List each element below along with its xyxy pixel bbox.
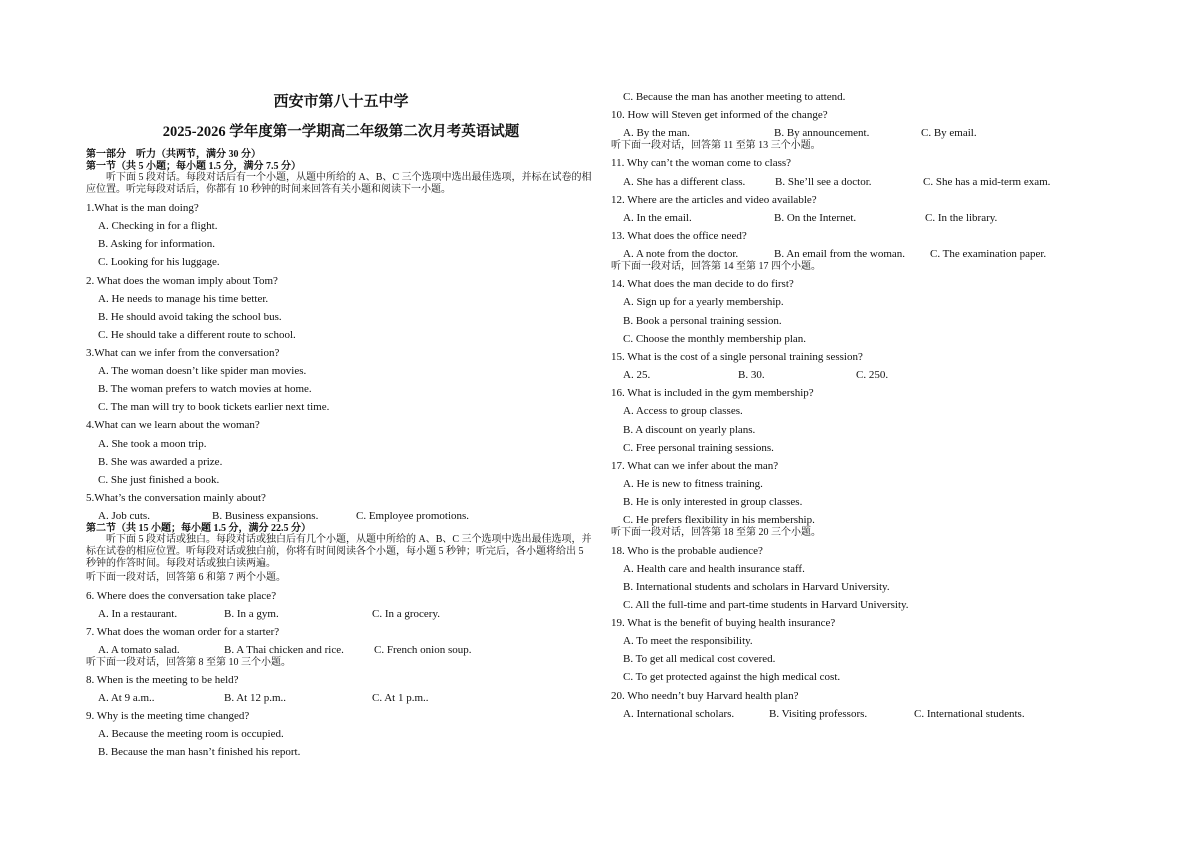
option-a: A. Job cuts. [98, 510, 150, 522]
option-b: B. He is only interested in group classes. [623, 496, 803, 508]
option-c: C. She just finished a book. [98, 474, 220, 486]
option-b: B. 30. [738, 369, 765, 381]
option-b: B. In a gym. [224, 608, 279, 620]
option-a: A. She has a different class. [623, 176, 746, 188]
option-c: C. By email. [921, 127, 977, 139]
option-b: B. International students and scholars in Harvard University. [623, 581, 890, 593]
question-stem: 13. What does the office need? [611, 230, 747, 242]
options-row [98, 643, 471, 657]
instruction-note: 听下面一段对话，回答第 8 至第 10 三个小题。 [86, 657, 291, 668]
option-a: A. To meet the responsibility. [623, 635, 753, 647]
question-stem: 8. When is the meeting to be held? [86, 674, 239, 686]
option-b: B. By announcement. [774, 127, 870, 139]
section2-heading: 第二节（共 15 小题；每小题 1.5 分，满分 22.5 分） [86, 523, 311, 534]
instruction-note: 听下面一段对话，回答第 6 和第 7 两个小题。 [86, 572, 286, 583]
option-c: C. Free personal training sessions. [623, 442, 774, 454]
question-stem: 12. Where are the articles and video available? [611, 194, 817, 206]
options-row [623, 211, 997, 225]
option-c: C. To get protected against the high medical cost. [623, 671, 841, 683]
option-a: A. A tomato salad. [98, 644, 180, 656]
option-b: B. She’ll see a doctor. [775, 176, 872, 188]
option-a: A. By the man. [623, 127, 690, 139]
options-row [623, 707, 1025, 721]
options-row [98, 691, 429, 705]
option-b: B. Because the man hasn’t finished his report. [98, 746, 301, 758]
option-c: C. Looking for his luggage. [98, 256, 220, 268]
option-a: A. A note from the doctor. [623, 248, 739, 260]
option-c: C. He should take a different route to school. [98, 329, 296, 341]
option-c: C. At 1 p.m.. [372, 692, 429, 704]
question-stem: 4.What can we learn about the woman? [86, 419, 260, 431]
option-a: A. The woman doesn’t like spider man movies. [98, 365, 307, 377]
instruction-note: 听下面一段对话，回答第 11 至第 13 三个小题。 [611, 140, 821, 151]
option-a: A. Because the meeting room is occupied. [98, 728, 284, 740]
question-stem: 16. What is included in the gym membership? [611, 387, 814, 399]
option-b: B. To get all medical cost covered. [623, 653, 776, 665]
options-row [623, 175, 1050, 189]
option-a: A. International scholars. [623, 708, 735, 720]
option-c: C. In the library. [925, 212, 998, 224]
school-name: 西安市第八十五中学 [273, 94, 409, 110]
option-b: B. Business expansions. [212, 510, 319, 522]
question-stem: 18. Who is the probable audience? [611, 545, 763, 557]
question-stem: 20. Who needn’t buy Harvard health plan? [611, 690, 799, 702]
option-b: B. Book a personal training session. [623, 315, 782, 327]
option-a: A. At 9 a.m.. [98, 692, 155, 704]
options-row [98, 509, 469, 523]
option-c: C. He prefers flexibility in his membership. [623, 514, 815, 526]
section1-instructions: 听下面 5 段对话。每段对话后有一个小题，从题中所给的 A、B、C 三个选项中选出最佳选项，并标在试卷的相应位置。听完每段对话后，你都有 10 秒钟的时间来回答有关小题和阅读下一小题。 [86, 172, 592, 195]
options-row [623, 368, 888, 382]
option-b: B. The woman prefers to watch movies at home. [98, 383, 312, 395]
option-c: C. The examination paper. [930, 248, 1047, 260]
option-b: B. She was awarded a prize. [98, 456, 223, 468]
option-c: C. She has a mid-term exam. [923, 176, 1051, 188]
option-a: A. 25. [623, 369, 651, 381]
option-c: C. Choose the monthly membership plan. [623, 333, 807, 345]
option-b: B. Asking for information. [98, 238, 216, 250]
question-stem: 10. How will Steven get informed of the change? [611, 109, 828, 121]
question-stem: 3.What can we infer from the conversation? [86, 347, 280, 359]
section2-instructions: 听下面 5 段对话或独白。每段对话或独白后有几个小题，从题中所给的 A、B、C 三个选项中选出最佳选项，并标在试卷的相应位置。听每段对话或独白前，你将有时间阅读各个小题，每小题 5 秒钟；听完后，各小题将给出 5 秒钟的作答时间。每段对话或独白读两遍。 [86, 534, 592, 569]
option-c: C. 250. [856, 369, 889, 381]
question-stem: 5.What’s the conversation mainly about? [86, 492, 266, 504]
exam-title: 2025-2026 学年度第一学期高二年级第二次月考英语试题 [162, 124, 520, 140]
option-b: B. On the Internet. [774, 212, 857, 224]
question-stem: 6. Where does the conversation take place? [86, 590, 277, 602]
option-c: C. All the full-time and part-time students in Harvard University. [623, 599, 909, 611]
option-a: A. He needs to manage his time better. [98, 293, 269, 305]
option-b: B. An email from the woman. [774, 248, 906, 260]
option-a: A. She took a moon trip. [98, 438, 207, 450]
question-stem: 11. Why can’t the woman come to class? [611, 157, 792, 169]
option-b: B. A Thai chicken and rice. [224, 644, 344, 656]
question-stem: 19. What is the benefit of buying health insurance? [611, 617, 836, 629]
option-b: B. At 12 p.m.. [224, 692, 287, 704]
option-b: B. A discount on yearly plans. [623, 424, 756, 436]
option-c: C. In a grocery. [372, 608, 441, 620]
part1-heading: 第一部分 听力（共两节，满分 30 分） [86, 149, 261, 160]
option-a: A. Sign up for a yearly membership. [623, 296, 784, 308]
question-stem: 9. Why is the meeting time changed? [86, 710, 250, 722]
option-b: B. Visiting professors. [769, 708, 868, 720]
option-c: C. Employee promotions. [356, 510, 470, 522]
option-a: A. In the email. [623, 212, 692, 224]
option-a: A. In a restaurant. [98, 608, 178, 620]
instruction-note: 听下面一段对话，回答第 18 至第 20 三个小题。 [611, 527, 821, 538]
option-c: C. French onion soup. [374, 644, 472, 656]
question-stem: 17. What can we infer about the man? [611, 460, 779, 472]
instruction-note: 听下面一段对话，回答第 14 至第 17 四个小题。 [611, 261, 821, 272]
option-a: A. Access to group classes. [623, 405, 743, 417]
options-row [623, 126, 977, 140]
option-a: A. Checking in for a flight. [98, 220, 218, 232]
option-c: C. Because the man has another meeting to attend. [623, 91, 846, 103]
question-stem: 7. What does the woman order for a starter? [86, 626, 280, 638]
option-a: A. Health care and health insurance staff. [623, 563, 805, 575]
option-a: A. He is new to fitness training. [623, 478, 763, 490]
options-row [98, 607, 440, 621]
section1-heading: 第一节（共 5 小题；每小题 1.5 分，满分 7.5 分） [86, 161, 301, 172]
option-c: C. International students. [914, 708, 1025, 720]
question-stem: 15. What is the cost of a single personal training session? [611, 351, 863, 363]
option-c: C. The man will try to book tickets earlier next time. [98, 401, 330, 413]
question-stem: 2. What does the woman imply about Tom? [86, 275, 278, 287]
options-row [623, 247, 1046, 261]
question-stem: 1.What is the man doing? [86, 202, 199, 214]
question-stem: 14. What does the man decide to do first? [611, 278, 794, 290]
option-b: B. He should avoid taking the school bus. [98, 311, 282, 323]
